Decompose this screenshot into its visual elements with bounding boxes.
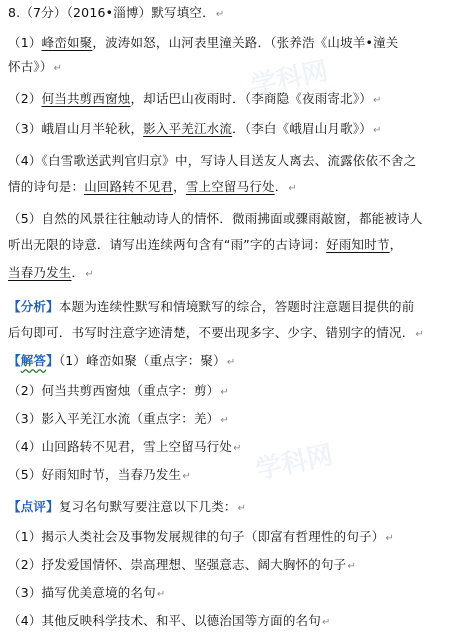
paragraph-mark-icon: ↵ [220, 415, 229, 426]
paragraph-mark-icon: ↵ [233, 443, 242, 454]
solution-item-4: （4）山回路转不见君，雪上空留马行处↵ [8, 439, 242, 454]
question-item-1: （1）峰峦如聚，波涛如怒，山河表里潼关路．（张养浩《山坡羊•潼关 [8, 35, 399, 50]
paragraph-mark-icon: ↵ [372, 95, 382, 106]
answer-blank: 好雨知时节 [326, 237, 390, 252]
answer-blank: 雪上空留马行处 [185, 179, 275, 194]
paragraph-mark-icon: ↵ [220, 387, 229, 398]
question-item-1-cont: 怀古》）↵ [8, 59, 63, 74]
comment-paragraph: 【点评】复习名句默写要注意以下几类：↵ [8, 499, 247, 514]
analysis-paragraph: 【分析】本题为连续性默写和情境默写的综合，答题时注意题目提供的前 [8, 299, 415, 314]
comment-item-2: （2）抒发爱国情怀、崇高理想、坚强意志、阔大胸怀的句子↵ [8, 557, 356, 572]
comment-item-3: （3）描写优美意境的名句↵ [8, 585, 166, 600]
question-item-5: （5）自然的风景往往触动诗人的情怀．微雨拂面或骤雨敲窗，都能被诗人 [8, 211, 423, 226]
paragraph-mark-icon: ↵ [237, 503, 247, 514]
solution-item-5: （5）好雨知时节，当春乃发生↵ [8, 467, 191, 482]
paragraph-mark-icon: ↵ [372, 125, 382, 136]
question-item-5-cont: 听出无限的诗意．请写出连续两句含有“雨”字的古诗词：好雨知时节， [8, 237, 403, 252]
watermark: 学科网 [248, 56, 331, 102]
question-item-4: （4）《白雪歌送武判官归京》中，写诗人目送友人离去、流露依依不舍之 [8, 153, 417, 168]
paragraph-mark-icon: ↵ [85, 269, 94, 280]
paragraph-mark-icon: ↵ [415, 329, 424, 340]
paragraph-mark-icon: ↵ [288, 183, 298, 194]
paragraph-mark-icon: ↵ [385, 533, 395, 544]
paragraph-mark-icon: ↵ [321, 617, 331, 628]
question-item-4-cont: 情的诗句是：山回路转不见君，雪上空留马行处．↵ [8, 179, 298, 194]
paragraph-mark-icon: ↵ [215, 9, 225, 20]
paragraph-mark-icon: ↵ [347, 561, 356, 572]
comment-tag: 【点评】 [8, 499, 59, 514]
comment-item-1: （1）揭示人类社会及事物发展规律的句子（即富有哲理性的句子）↵ [8, 529, 395, 544]
solution-tag: 【解答】 [8, 353, 59, 368]
answer-blank: 当春乃发生 [8, 265, 72, 280]
watermark: 学科网 [253, 440, 336, 486]
question-item-5-cont2: 当春乃发生．↵ [8, 265, 94, 280]
paragraph-mark-icon: ↵ [182, 471, 191, 482]
paragraph-mark-icon: ↵ [226, 357, 236, 368]
comment-item-4: （4）其他反映科学技术、和平、以德治国等方面的名句↵ [8, 613, 331, 628]
question-item-3: （3）峨眉山月半轮秋，影入平羌江水流．（李白《峨眉山月歌》）↵ [8, 121, 382, 136]
answer-blank: 峰峦如聚 [41, 35, 93, 50]
solution-item-3: （3）影入平羌江水流（重点字：羌）↵ [8, 411, 229, 426]
answer-blank: 山回路转不见君 [84, 179, 174, 194]
analysis-tag: 【分析】 [8, 299, 59, 314]
question-item-2: （2）何当共剪西窗烛，却话巴山夜雨时．（李商隐《夜雨寄北》）↵ [8, 91, 382, 106]
solution-item-2: （2）何当共剪西窗烛（重点字：剪）↵ [8, 383, 229, 398]
analysis-paragraph-cont: 后句即可．书写时注意字迹清楚，不要出现多字、少字、错别字的情况．↵ [8, 325, 424, 340]
answer-blank: 影入平羌江水流 [143, 121, 233, 136]
paragraph-mark-icon: ↵ [53, 63, 63, 74]
paragraph-mark-icon: ↵ [156, 589, 166, 600]
question-heading: 8.（7分）（2016•淄博）默写填空．↵ [8, 5, 225, 20]
solution-item-1: 【解答】（1）峰峦如聚（重点字：聚）↵ [8, 353, 236, 368]
answer-blank: 何当共剪西窗烛 [41, 91, 131, 106]
